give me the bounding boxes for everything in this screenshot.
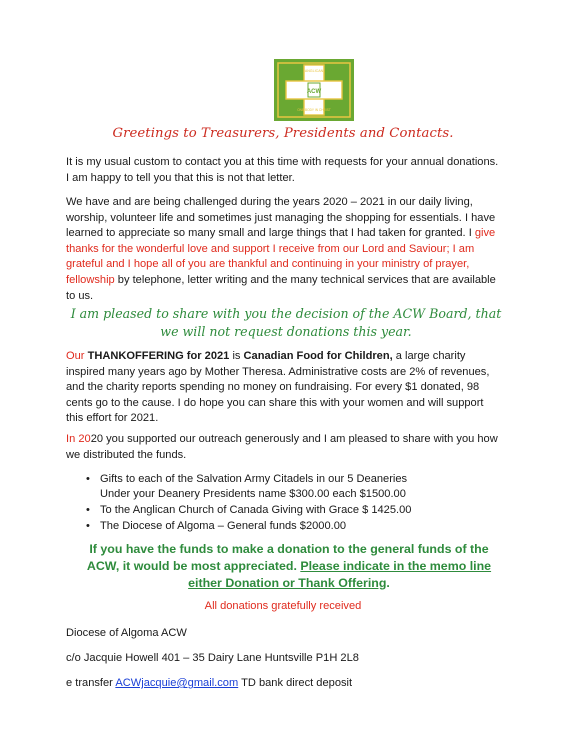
outreach-paragraph: In 2020 you supported our outreach generously and I am pleased to share with you how we distributed the funds. bbox=[66, 433, 498, 461]
acw-logo bbox=[274, 59, 354, 121]
list-item: • Gifts to each of the Salvation Army Citadels in our 5 Deaneries Under your Deanery Presidents name $300.00 each $1500.00 bbox=[86, 473, 408, 500]
bullet-icon: • bbox=[86, 520, 90, 532]
list-item: • To the Anglican Church of Canada Giving with Grace $ 1425.00 bbox=[86, 504, 412, 516]
org-name: Diocese of Algoma ACW bbox=[66, 627, 187, 639]
svg-text:ANGLICAN: ANGLICAN bbox=[304, 69, 324, 73]
donations-received-note: All donations gratefully received bbox=[204, 600, 362, 612]
donation-appeal: If you have the funds to make a donation to the general funds of the ACW, it would be most appreciated. Please indicate in the memo line either Donation or Thank Offering. bbox=[86, 542, 492, 590]
bullet-icon: • bbox=[86, 473, 90, 485]
greeting-heading: Greetings to Treasurers, Presidents and Contacts. bbox=[112, 126, 454, 141]
svg-text:ACW: ACW bbox=[306, 89, 322, 95]
bullet-icon: • bbox=[86, 504, 90, 516]
thankoffering-paragraph: Our THANKOFFERING for 2021 is Canadian Food for Children, a large charity inspired many years ago by Mother Theresa. Administrative costs are 2% of revenues, and the charity reports spending no money on fundraising. For every $1 donated, 98 cents go to the cause. I do hope you can share this with your women and will support this effort for 2021. bbox=[66, 350, 490, 425]
email-link[interactable]: ACWjacquie@gmail.com bbox=[115, 677, 239, 689]
mailing-address: c/o Jacquie Howell 401 – 35 Dairy Lane Huntsville P1H 2L8 bbox=[66, 652, 359, 664]
board-announcement: I am pleased to share with you the decision of the ACW Board, that we will not request donations this year. bbox=[70, 306, 502, 339]
challenge-paragraph: We have and are being challenged during the years 2020 – 2021 in our daily living, worship, volunteer life and sometimes just managing the shopping for essentials. I have learned to appreciate so many small and large things that I had taken for granted. I give thanks for the wonderful love and support I receive from our Lord and Saviour; I am grateful and I hope all of you are thankful and continuing in your ministry of prayer, fellowship by telephone, letter writing and the many technical services that are available to us. bbox=[66, 196, 496, 302]
intro-paragraph: It is my usual custom to contact you at this time with requests for your annual donations. I am happy to tell you that this is not that letter. bbox=[66, 156, 499, 184]
svg-text:ONE BODY IN CHRIST: ONE BODY IN CHRIST bbox=[297, 108, 331, 112]
etransfer-line: e transfer ACWjacquie@gmail.com TD bank direct deposit bbox=[66, 677, 353, 689]
list-item: • The Diocese of Algoma – General funds $2000.00 bbox=[86, 520, 347, 532]
distribution-list bbox=[80, 472, 411, 535]
